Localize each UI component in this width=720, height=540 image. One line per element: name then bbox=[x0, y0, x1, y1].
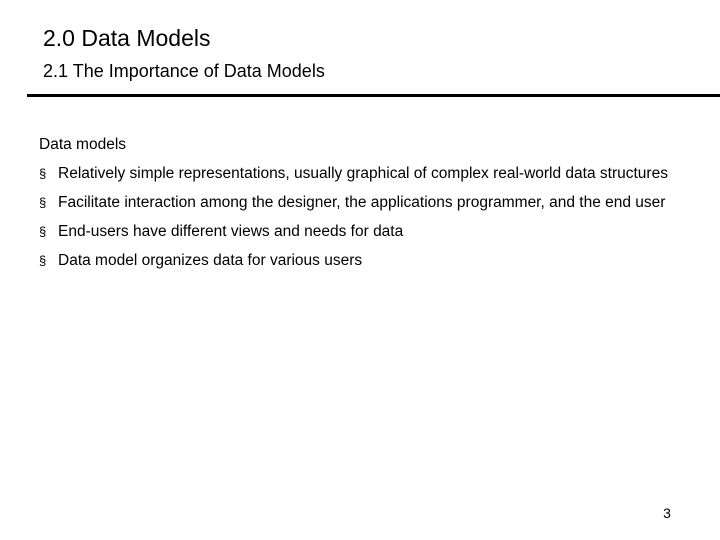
bullet-text: Data model organizes data for various users bbox=[58, 252, 363, 269]
bullet-marker-icon: § bbox=[39, 224, 47, 239]
bullet-item bbox=[39, 248, 675, 273]
bullet-marker-icon: § bbox=[39, 166, 47, 181]
slide-title: 2.0 Data Models bbox=[43, 25, 211, 51]
body-heading: Data models bbox=[39, 136, 127, 153]
bullet-item bbox=[39, 161, 675, 186]
slide-subtitle: 2.1 The Importance of Data Models bbox=[43, 61, 325, 81]
page-number: 3 bbox=[663, 505, 671, 521]
bullet-marker-icon: § bbox=[39, 195, 47, 210]
slide-body bbox=[39, 132, 675, 273]
bullet-text: Facilitate interaction among the designer, the applications programmer, and the end user bbox=[58, 194, 666, 211]
bullet-text: End-users have different views and needs for data bbox=[58, 223, 404, 240]
bullet-text: Relatively simple representations, usually graphical of complex real-world data structures bbox=[58, 165, 668, 182]
bullet-list bbox=[39, 161, 675, 273]
bullet-item bbox=[39, 190, 675, 215]
slide-title-block bbox=[43, 22, 703, 84]
bullet-item bbox=[39, 219, 675, 244]
title-divider bbox=[27, 94, 720, 97]
bullet-marker-icon: § bbox=[39, 253, 47, 268]
